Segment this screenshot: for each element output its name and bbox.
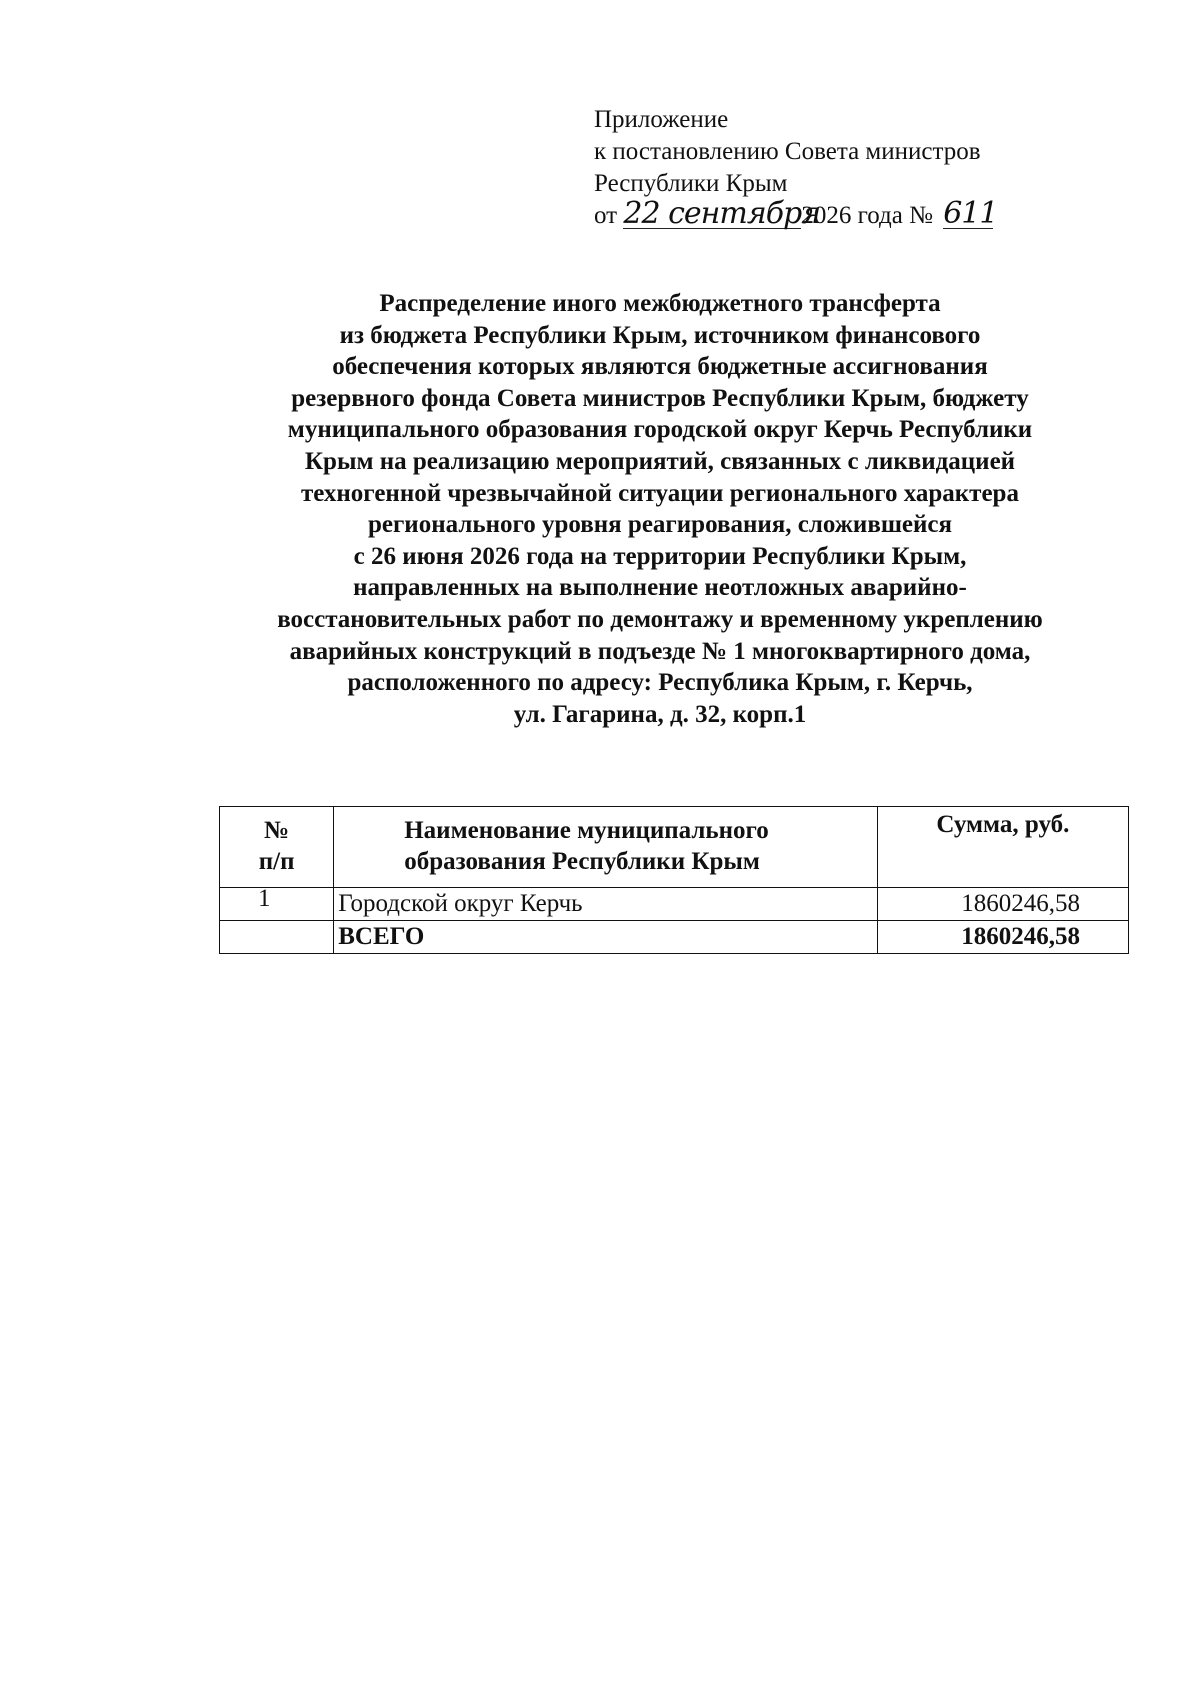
table-header-row [220, 807, 1129, 888]
title-line: аварийных конструкций в подъезде № 1 многоквартирного дома, [289, 637, 1031, 665]
header-number [220, 807, 334, 888]
table-total-row [220, 921, 1129, 954]
header-number-line2: п/п [258, 848, 295, 875]
date-prefix: от [594, 202, 618, 229]
title-line: направленных на выполнение неотложных аварийно- [353, 574, 967, 602]
year-text: 2026 года № [801, 202, 933, 229]
title-line: регионального уровня реагирования, сложившейся [367, 511, 953, 539]
document-title [200, 288, 1120, 730]
appendix-date-line [594, 196, 1114, 234]
header-name-line1: Наименование муниципального [404, 817, 769, 844]
row-sum: 1860246,58 [877, 888, 1128, 921]
appendix-title: Приложение [594, 106, 729, 133]
handwritten-date: 22 сентября [623, 196, 821, 231]
title-line: ул. Гагарина, д. 32, корп.1 [513, 700, 807, 728]
header-sum: Сумма, руб. [877, 807, 1128, 888]
row-number: 1 [220, 888, 334, 921]
title-line: расположенного по адресу: Республика Крым, г. Керчь, [347, 669, 973, 697]
title-line: резервного фонда Совета министров Республики Крым, бюджету [291, 384, 1029, 412]
distribution-table [219, 806, 1129, 954]
appendix-reference: к постановлению Совета министров [594, 138, 981, 165]
title-line: с 26 июня 2026 года на территории Республики Крым, [353, 542, 967, 570]
title-line: из бюджета Республики Крым, источником финансового [339, 321, 981, 349]
appendix-block [594, 104, 1114, 234]
table-row [220, 888, 1129, 921]
title-line: восстановительных работ по демонтажу и временному укреплению [277, 605, 1043, 633]
header-name-line2: образования Республики Крым [404, 848, 760, 875]
total-sum: 1860246,58 [877, 921, 1128, 954]
title-line: техногенной чрезвычайной ситуации регионального характера [301, 479, 1019, 507]
title-line: муниципального образования городской округ Керчь Республики [287, 416, 1033, 444]
title-line: обеспечения которых являются бюджетные ассигнования [332, 353, 988, 381]
title-line: Крым на реализацию мероприятий, связанных с ликвидацией [304, 447, 1016, 475]
header-number-line1: № [264, 817, 290, 844]
row-name: Городской округ Керчь [334, 888, 878, 921]
total-label: ВСЕГО [334, 921, 878, 954]
title-line: Распределение иного межбюджетного трансферта [379, 290, 941, 317]
total-number-empty [220, 921, 334, 954]
handwritten-number: 611 [943, 196, 998, 231]
header-name [334, 807, 878, 888]
appendix-republic: Республики Крым [594, 170, 788, 197]
